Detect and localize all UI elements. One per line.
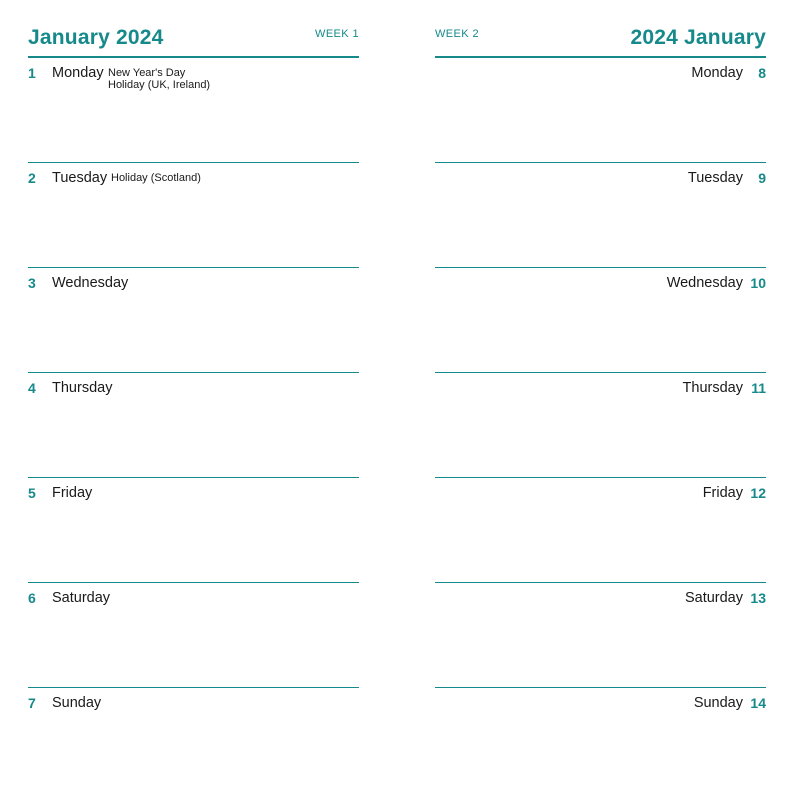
left-week-label: WEEK 1 bbox=[315, 28, 359, 40]
day-slot[interactable] bbox=[435, 688, 766, 793]
day-number: 13 bbox=[750, 590, 766, 606]
day-number: 2 bbox=[28, 170, 36, 186]
day-number: 8 bbox=[758, 65, 766, 81]
day-name: Thursday bbox=[682, 380, 743, 396]
day-slot[interactable] bbox=[28, 478, 359, 583]
day-slot[interactable] bbox=[28, 688, 359, 793]
left-page bbox=[28, 0, 359, 794]
day-slot[interactable] bbox=[435, 583, 766, 688]
day-name: Wednesday bbox=[52, 275, 129, 291]
day-slot[interactable] bbox=[435, 163, 766, 268]
day-name: Wednesday bbox=[666, 275, 743, 291]
day-number: 1 bbox=[28, 65, 36, 81]
day-number: 12 bbox=[750, 485, 766, 501]
day-slot[interactable] bbox=[435, 268, 766, 373]
day-number: 4 bbox=[28, 380, 36, 396]
right-week-label: WEEK 2 bbox=[435, 28, 479, 40]
day-name: Sunday bbox=[52, 695, 102, 711]
day-name: Tuesday bbox=[52, 170, 108, 186]
day-slot[interactable] bbox=[435, 58, 766, 163]
holiday-note: Holiday (UK, Ireland) bbox=[108, 79, 211, 91]
day-slot[interactable] bbox=[28, 268, 359, 373]
day-name: Friday bbox=[702, 485, 743, 501]
day-slot[interactable] bbox=[435, 373, 766, 478]
holiday-note: Holiday (Scotland) bbox=[111, 172, 201, 184]
day-name: Saturday bbox=[684, 590, 743, 606]
left-page-title: January 2024 bbox=[28, 26, 164, 49]
day-name: Thursday bbox=[52, 380, 113, 396]
day-slot[interactable] bbox=[28, 163, 359, 268]
day-number: 5 bbox=[28, 485, 36, 501]
day-name: Monday bbox=[52, 65, 104, 81]
day-number: 3 bbox=[28, 275, 36, 291]
day-slot[interactable] bbox=[28, 373, 359, 478]
day-name: Friday bbox=[52, 485, 93, 501]
holiday-note: New Year's Day bbox=[108, 67, 186, 79]
day-notes bbox=[108, 67, 210, 91]
day-number: 14 bbox=[750, 695, 766, 711]
day-name: Tuesday bbox=[687, 170, 743, 186]
day-number: 9 bbox=[758, 170, 766, 186]
day-number: 7 bbox=[28, 695, 36, 711]
right-page-title: 2024 January bbox=[630, 26, 766, 49]
day-name: Saturday bbox=[52, 590, 111, 606]
day-number: 6 bbox=[28, 590, 36, 606]
day-slot[interactable] bbox=[435, 478, 766, 583]
day-number: 11 bbox=[751, 380, 766, 396]
day-slot[interactable] bbox=[28, 583, 359, 688]
day-number: 10 bbox=[750, 275, 766, 291]
day-name: Sunday bbox=[693, 695, 743, 711]
day-name: Monday bbox=[691, 65, 743, 81]
day-notes bbox=[111, 172, 201, 184]
day-slot[interactable] bbox=[28, 58, 359, 163]
right-page bbox=[435, 0, 766, 794]
